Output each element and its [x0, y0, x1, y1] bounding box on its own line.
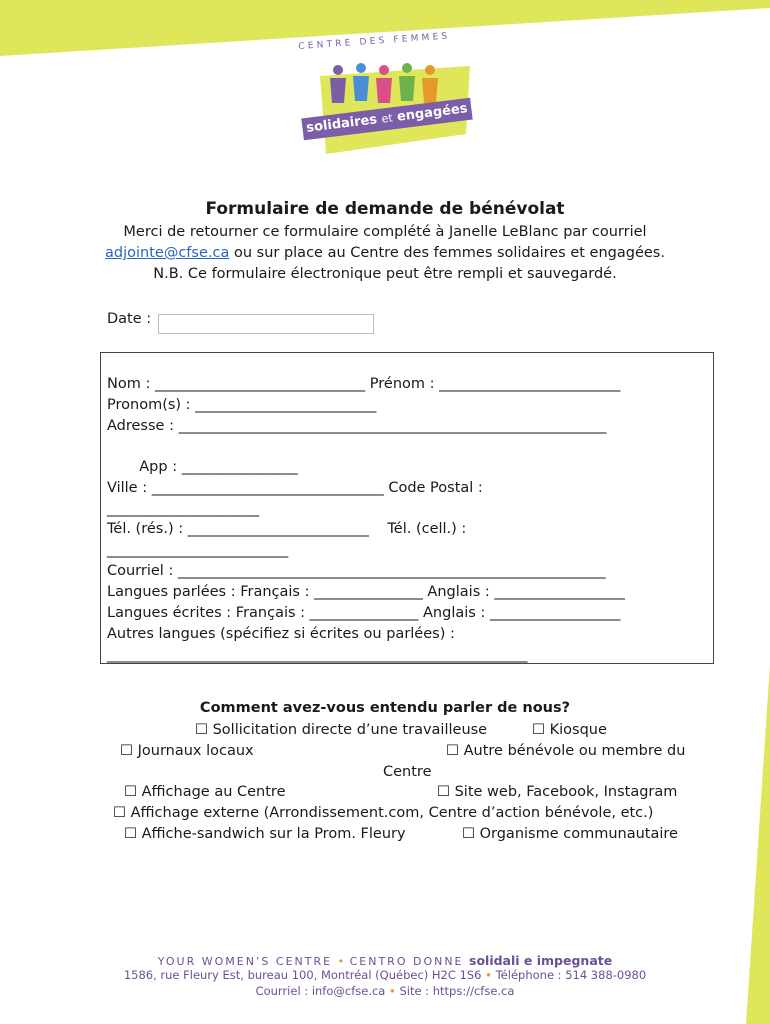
checkbox-sollicitation[interactable]: ☐ Sollicitation directe d’une travailleuse — [195, 722, 488, 738]
footer-line-3 — [0, 984, 770, 998]
logo-top-text: CENTRE DES FEMMES — [298, 31, 451, 52]
date-label: Date : — [107, 311, 152, 327]
footer-line-1 — [0, 953, 770, 968]
footer-separator: • — [337, 955, 345, 968]
survey-title: Comment avez-vous entendu parler de nous? — [199, 700, 571, 716]
footer-centro-donne: CENTRO DONNE — [349, 955, 464, 968]
field-app[interactable]: App : ________________ — [107, 459, 298, 475]
intro-line-2-rest: ou sur place au Centre des femmes solidaires et engagées. — [229, 245, 665, 261]
checkbox-affichage-externe[interactable]: ☐ Affichage externe (Arrondissement.com, Centre d’action bénévole, etc.) — [113, 805, 654, 821]
field-autres-langues-line[interactable]: __________________________________________________________ — [107, 647, 528, 663]
field-ville-code-postal[interactable]: Ville : ________________________________ Code Postal : — [107, 480, 483, 496]
email-link[interactable]: adjointe@cfse.ca — [105, 245, 230, 261]
logo-band-text-2: et — [380, 111, 394, 126]
intro-line-2 — [0, 243, 770, 264]
footer-your-womens-centre: YOUR WOMEN’S CENTRE — [157, 955, 333, 968]
field-code-postal-line[interactable]: _____________________ — [107, 501, 260, 517]
field-telephones[interactable]: Tél. (rés.) : _________________________ Tél. (cell.) : — [107, 521, 467, 537]
checkbox-kiosque[interactable]: ☐ Kiosque — [532, 722, 607, 738]
field-autres-langues: Autres langues (spécifiez si écrites ou parlées) : — [107, 626, 455, 642]
checkbox-organisme[interactable]: ☐ Organisme communautaire — [462, 826, 678, 842]
intro-line-3: N.B. Ce formulaire électronique peut être rempli et sauvegardé. — [153, 266, 617, 282]
figure-pink — [376, 65, 392, 103]
footer-solidali: solidali e impegnate — [469, 953, 613, 968]
date-field[interactable] — [158, 314, 374, 334]
figure-orange — [422, 65, 438, 103]
field-cell-line[interactable]: _________________________ — [107, 542, 289, 558]
checkbox-autre-benevole-cont: Centre — [383, 764, 432, 780]
figure-blue — [353, 63, 369, 101]
logo-band-text-1: solidaires — [305, 112, 378, 136]
intro-text — [0, 222, 770, 285]
checkbox-site-web[interactable]: ☐ Site web, Facebook, Instagram — [437, 784, 678, 800]
footer-email[interactable]: Courriel : info@cfse.ca — [255, 984, 386, 998]
field-nom-prenom[interactable]: Nom : _____________________________ Prénom : _________________________ — [107, 376, 621, 392]
footer-address: 1586, rue Fleury Est, bureau 100, Montréal (Québec) H2C 1S6 — [123, 968, 482, 982]
logo — [290, 31, 480, 156]
checkbox-affichage-centre[interactable]: ☐ Affichage au Centre — [124, 784, 286, 800]
checkbox-autre-benevole[interactable]: ☐ Autre bénévole ou membre du — [446, 743, 686, 759]
intro-line-1: Merci de retourner ce formulaire complété à Janelle LeBlanc par courriel — [123, 224, 647, 240]
field-courriel[interactable]: Courriel : ___________________________________________________________ — [107, 563, 606, 579]
checkbox-journaux[interactable]: ☐ Journaux locaux — [120, 743, 254, 759]
footer-phone: Téléphone : 514 388-0980 — [495, 968, 647, 982]
field-langues-ecrites[interactable]: Langues écrites : Français : _______________ Anglais : __________________ — [107, 605, 621, 621]
footer-separator: • — [389, 984, 396, 998]
field-langues-parlees[interactable]: Langues parlées : Français : _______________ Anglais : __________________ — [107, 584, 625, 600]
footer-site[interactable]: Site : https://cfse.ca — [399, 984, 515, 998]
field-pronoms[interactable]: Pronom(s) : _________________________ — [107, 397, 377, 413]
footer-separator: • — [485, 968, 492, 982]
logo-band-text-3: engagées — [396, 101, 469, 125]
footer-line-2 — [0, 968, 770, 982]
figure-purple — [330, 65, 346, 103]
field-adresse[interactable]: Adresse : ___________________________________________________________ — [107, 418, 607, 434]
figure-green — [399, 63, 415, 101]
form-title: Formulaire de demande de bénévolat — [205, 199, 565, 219]
checkbox-affiche-sandwich[interactable]: ☐ Affiche-sandwich sur la Prom. Fleury — [124, 826, 406, 842]
